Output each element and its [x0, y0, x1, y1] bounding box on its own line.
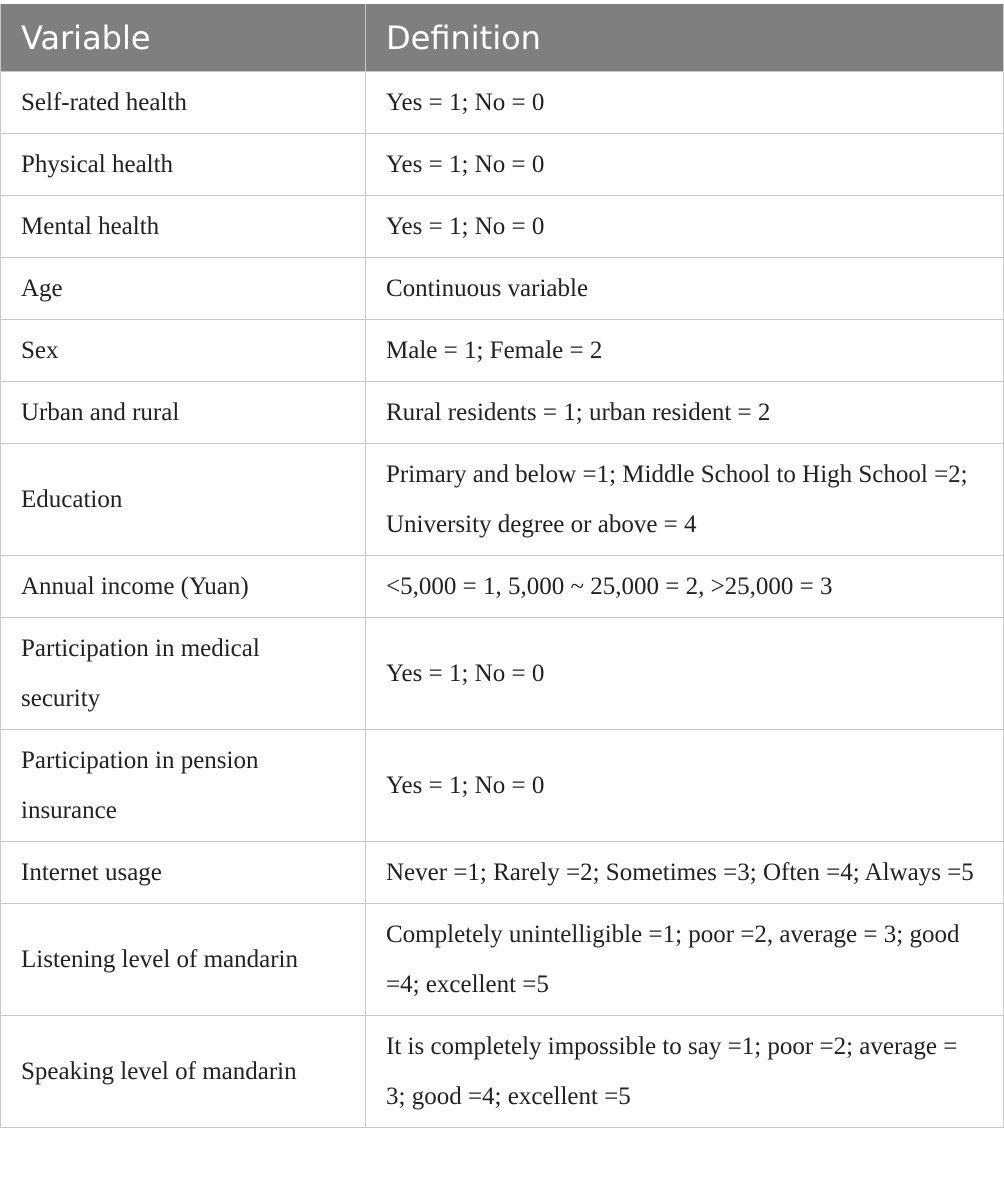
- variable-cell: Participation in pension insurance: [1, 730, 366, 842]
- variable-cell: Sex: [1, 320, 366, 382]
- table-row: [1, 618, 1004, 730]
- variable-cell: Internet usage: [1, 842, 366, 904]
- table-row: [1, 904, 1004, 1016]
- variable-cell: Age: [1, 258, 366, 320]
- definition-cell: Yes = 1; No = 0: [366, 618, 1004, 730]
- table-row: [1, 382, 1004, 444]
- table-row: [1, 556, 1004, 618]
- variable-cell: Self-rated health: [1, 72, 366, 134]
- table-row: [1, 320, 1004, 382]
- variable-definition-table-container: [0, 4, 1003, 1128]
- table-row: [1, 258, 1004, 320]
- header-row: [1, 4, 1004, 72]
- variable-cell: Physical health: [1, 134, 366, 196]
- definition-cell: Rural residents = 1; urban resident = 2: [366, 382, 1004, 444]
- variable-definition-table: [0, 4, 1004, 1128]
- definition-cell: Yes = 1; No = 0: [366, 196, 1004, 258]
- definition-cell: Completely unintelligible =1; poor =2, average = 3; good =4; excellent =5: [366, 904, 1004, 1016]
- definition-cell: Never =1; Rarely =2; Sometimes =3; Often =4; Always =5: [366, 842, 1004, 904]
- variable-cell: Speaking level of mandarin: [1, 1016, 366, 1128]
- table-header: [1, 4, 1004, 72]
- variable-cell: Mental health: [1, 196, 366, 258]
- table-row: [1, 842, 1004, 904]
- definition-cell: It is completely impossible to say =1; poor =2; average = 3; good =4; excellent =5: [366, 1016, 1004, 1128]
- definition-cell: Continuous variable: [366, 258, 1004, 320]
- definition-cell: Yes = 1; No = 0: [366, 730, 1004, 842]
- variable-cell: Annual income (Yuan): [1, 556, 366, 618]
- variable-cell: Participation in medical security: [1, 618, 366, 730]
- table-row: [1, 444, 1004, 556]
- definition-cell: <5,000 = 1, 5,000 ~ 25,000 = 2, >25,000 = 3: [366, 556, 1004, 618]
- header-definition: Definition: [366, 4, 1004, 72]
- table-row: [1, 1016, 1004, 1128]
- definition-cell: Yes = 1; No = 0: [366, 134, 1004, 196]
- table-body: [1, 72, 1004, 1128]
- header-variable: Variable: [1, 4, 366, 72]
- definition-cell: Yes = 1; No = 0: [366, 72, 1004, 134]
- table-row: [1, 134, 1004, 196]
- variable-cell: Listening level of mandarin: [1, 904, 366, 1016]
- table-row: [1, 72, 1004, 134]
- variable-cell: Education: [1, 444, 366, 556]
- table-row: [1, 196, 1004, 258]
- variable-cell: Urban and rural: [1, 382, 366, 444]
- definition-cell: Male = 1; Female = 2: [366, 320, 1004, 382]
- table-row: [1, 730, 1004, 842]
- definition-cell: Primary and below =1; Middle School to High School =2; University degree or above = 4: [366, 444, 1004, 556]
